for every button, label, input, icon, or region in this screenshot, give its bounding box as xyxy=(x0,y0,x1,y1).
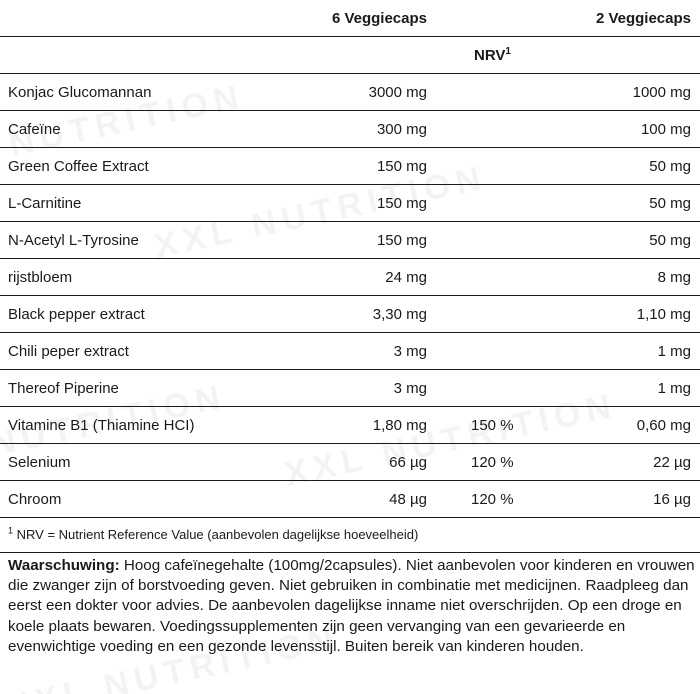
nrv-header xyxy=(427,37,560,74)
nrv-value xyxy=(427,259,560,296)
nrv-value: 120 % xyxy=(427,481,560,518)
footnote-sup: 1 xyxy=(8,525,14,536)
nrv-value: 120 % xyxy=(427,444,560,481)
table-row xyxy=(0,296,700,333)
footnote-text: NRV = Nutrient Reference Value (aanbevolen dagelijkse hoeveelheid) xyxy=(13,527,419,542)
amount-2-veggiecaps: 1 mg xyxy=(560,333,700,370)
nrv-value xyxy=(427,148,560,185)
table-row xyxy=(0,111,700,148)
header-spacer xyxy=(427,0,560,37)
nrv-value xyxy=(427,222,560,259)
ingredient-name: Chroom xyxy=(0,481,305,518)
amount-2-veggiecaps: 50 mg xyxy=(560,185,700,222)
amount-2-veggiecaps: 50 mg xyxy=(560,222,700,259)
amount-2-veggiecaps: 8 mg xyxy=(560,259,700,296)
header-2-veggiecaps: 2 Veggiecaps xyxy=(560,0,700,37)
header-6-veggiecaps: 6 Veggiecaps xyxy=(305,0,427,37)
nrv-header-sup: 1 xyxy=(505,45,511,57)
amount-6-veggiecaps: 150 mg xyxy=(305,222,427,259)
ingredient-name: Chili peper extract xyxy=(0,333,305,370)
amount-2-veggiecaps: 16 µg xyxy=(560,481,700,518)
amount-6-veggiecaps: 3 mg xyxy=(305,333,427,370)
header-row xyxy=(0,0,700,37)
amount-2-veggiecaps: 100 mg xyxy=(560,111,700,148)
nrv-value xyxy=(427,370,560,407)
warning-text xyxy=(8,556,698,657)
table-row xyxy=(0,148,700,185)
amount-6-veggiecaps: 150 mg xyxy=(305,185,427,222)
nrv-value: 150 % xyxy=(427,407,560,444)
ingredient-name: Vitamine B1 (Thiamine HCI) xyxy=(0,407,305,444)
warning-body: Hoog cafeïnegehalte (100mg/2capsules). Niet aanbevolen voor kinderen en vrouwen die zwanger zijn of borstvoeding geven. Niet gebruiken in combinatie met medicijnen. Raadpleeg dan eerst een dokter voor advies. De aanbevolen dagelijkse inname niet overschrijden. Op een droge en koele plaats bewaren. Voedingssupplementen zijn geen vervanging van een gevarieerde en evenwichtige voeding en een gezonde levensstijl. Buiten bereik van kinderen houden. xyxy=(8,557,695,655)
table-row xyxy=(0,185,700,222)
ingredient-name: rijstbloem xyxy=(0,259,305,296)
amount-6-veggiecaps: 66 µg xyxy=(305,444,427,481)
ingredient-name: Green Coffee Extract xyxy=(0,148,305,185)
footnote xyxy=(8,527,418,542)
table-row xyxy=(0,333,700,370)
amount-6-veggiecaps: 3 mg xyxy=(305,370,427,407)
amount-2-veggiecaps: 1 mg xyxy=(560,370,700,407)
amount-2-veggiecaps: 1000 mg xyxy=(560,74,700,111)
amount-6-veggiecaps: 150 mg xyxy=(305,148,427,185)
amount-2-veggiecaps: 1,10 mg xyxy=(560,296,700,333)
nrv-value xyxy=(427,296,560,333)
ingredient-name: Black pepper extract xyxy=(0,296,305,333)
ingredient-name: N-Acetyl L-Tyrosine xyxy=(0,222,305,259)
amount-2-veggiecaps: 22 µg xyxy=(560,444,700,481)
table-row xyxy=(0,222,700,259)
nrv-value xyxy=(427,74,560,111)
ingredient-name: Cafeïne xyxy=(0,111,305,148)
amount-6-veggiecaps: 24 mg xyxy=(305,259,427,296)
amount-6-veggiecaps: 3,30 mg xyxy=(305,296,427,333)
table-row xyxy=(0,481,700,518)
ingredient-name: L-Carnitine xyxy=(0,185,305,222)
ingredient-name: Thereof Piperine xyxy=(0,370,305,407)
nrv-value xyxy=(427,111,560,148)
table-row xyxy=(0,74,700,111)
amount-6-veggiecaps: 3000 mg xyxy=(305,74,427,111)
amount-2-veggiecaps: 0,60 mg xyxy=(560,407,700,444)
nrv-header-empty-3 xyxy=(560,37,700,74)
nrv-header-empty xyxy=(0,37,305,74)
nutrition-rows xyxy=(0,74,700,518)
amount-2-veggiecaps: 50 mg xyxy=(560,148,700,185)
divider xyxy=(0,552,700,553)
nrv-header-row xyxy=(0,37,700,74)
table-row xyxy=(0,370,700,407)
amount-6-veggiecaps: 300 mg xyxy=(305,111,427,148)
amount-6-veggiecaps: 48 µg xyxy=(305,481,427,518)
nrv-value xyxy=(427,185,560,222)
nrv-value xyxy=(427,333,560,370)
table-row xyxy=(0,444,700,481)
nrv-header-label: NRV xyxy=(474,46,506,64)
ingredient-name: Konjac Glucomannan xyxy=(0,74,305,111)
table-row xyxy=(0,259,700,296)
warning-label: Waarschuwing: xyxy=(8,557,120,574)
nrv-header-empty-2 xyxy=(305,37,427,74)
header-empty-cell xyxy=(0,0,305,37)
amount-6-veggiecaps: 1,80 mg xyxy=(305,407,427,444)
ingredient-name: Selenium xyxy=(0,444,305,481)
table-row xyxy=(0,407,700,444)
